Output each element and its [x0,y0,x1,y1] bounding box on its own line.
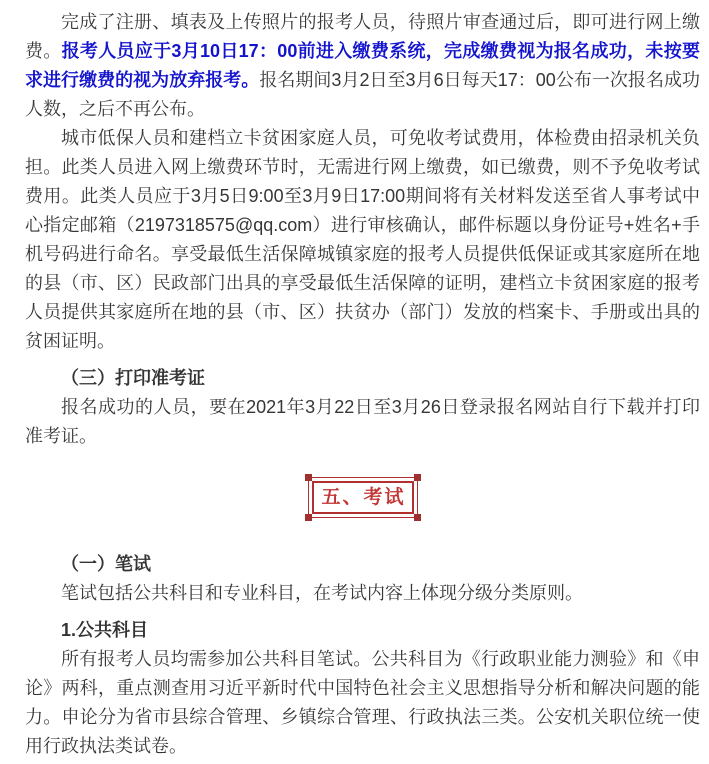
payment-lead-text: 完成了注册、填表及上传照片的报考人员，待照片审查通过后，即可进行网上缴费。 [25,12,700,61]
paragraph-payment [25,8,700,124]
heading-public-subjects: 1.公共科目 [61,620,149,640]
paragraph-fee-exemption: 城市低保人员和建档立卡贫困家庭人员，可免收考试费用，体检费由招录机关负担。此类人员进入网上缴费环节时，无需进行网上缴费，如已缴费，则不予免收考试费用。此类人员应于3月5日9:00至3月9日17:00期间将有关材料发送至省人事考试中心指定邮箱（2197318575@qq.com）进行审核确认，邮件标题以身份证号+姓名+手机号码进行命名。享受最低生活保障城镇家庭的报考人员提供低保证或其家庭所在地的县（市、区）民政部门出具的享受最低生活保障的证明，建档立卡贫困家庭的报考人员提供其家庭所在地的县（市、区）扶贫办（部门）发放的档案卡、手册或出具的贫困证明。 [25,128,700,351]
section-title-box [308,477,418,518]
paragraph-written-exam: 笔试包括公共科目和专业科目，在考试内容上体现分级分类原则。 [61,583,583,603]
heading-print-ticket: （三）打印准考证 [61,368,205,388]
corner-square-icon [414,514,421,521]
heading-written-exam: （一）笔试 [61,554,151,574]
section-title-inner-border [312,481,414,514]
corner-square-icon [305,514,312,521]
paragraph-print-ticket: 报名成功的人员，要在2021年3月22日至3月26日登录报名网站自行下载并打印准考证。 [25,397,700,446]
payment-deadline-warning-text: 报考人员应于3月10日17：00前进入缴费系统，完成缴费视为报名成功，未按要求进行缴费的视为放弃报考。 [25,41,700,90]
payment-tail-text: 报名期间3月2日至3月6日每天17：00公布一次报名成功人数，之后不再公布。 [25,70,700,119]
paragraph-public-subjects: 所有报考人员均需参加公共科目笔试。公共科目为《行政职业能力测验》和《申论》两科，重点测查用习近平新时代中国特色社会主义思想指导分析和解决问题的能力。申论分为省市县综合管理、乡镇综合管理、行政执法三类。公安机关职位统一使用行政执法类试卷。 [25,649,700,756]
section-title-exam: 五、考试 [321,487,406,508]
corner-square-icon [305,474,312,481]
corner-square-icon [414,474,421,481]
